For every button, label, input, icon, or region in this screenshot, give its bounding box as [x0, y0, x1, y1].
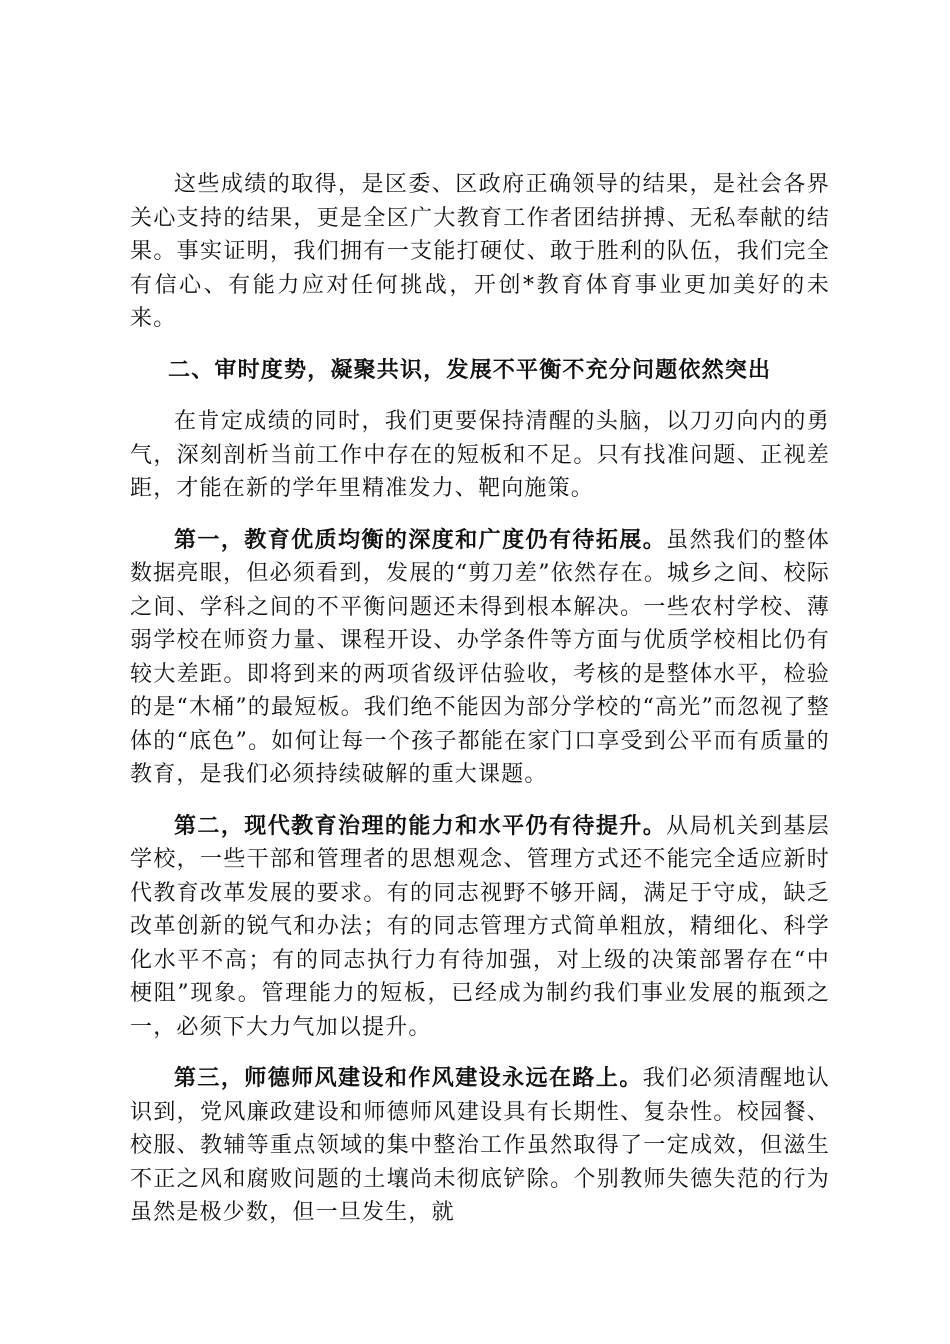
paragraph-third-point [130, 1062, 830, 1230]
first-point-lead: 第一，教育优质均衡的深度和广度仍有待拓展。 [174, 526, 667, 553]
section-heading-2: 二、审时度势，凝聚共识，发展不平衡不充分问题依然突出 [168, 356, 772, 383]
first-point-body: 虽然我们的整体数据亮眼，但必须看到，发展的“剪刀差”依然存在。城乡之间、校际之间、学科之间的不平衡问题还未得到根本解决。一些农村学校、薄弱学校在师资力量、课程开设、办学条件等方面与优质学校相比仍有较大差距。即将到来的两项省级评估验收，考核的是整体水平，检验的是“木桶”的最短板。我们绝不能因为部分学校的“高光”而忽视了整体的“底色”。如何让每一个孩子都能在家门口享受到公平而有质量的教育，是我们必须持续破解的重大课题。 [130, 527, 830, 787]
third-point-lead: 第三，师德师风建设和作风建设永远在路上。 [174, 1065, 643, 1091]
paragraph-second-point [130, 810, 830, 1045]
paragraph-intro: 在肯定成绩的同时，我们更要保持清醒的头脑，以刀刃向内的勇气，深刻剖析当前工作中存在的短板和不足。只有找准问题、正视差距，才能在新的学年里精准发力、靶向施策。 [130, 409, 830, 501]
second-point-lead: 第二，现代教育治理的能力和水平仍有待提升。 [174, 812, 667, 839]
third-point-body: 我们必须清醒地认识到，党风廉政建设和师德师风建设具有长期性、复杂性。校园餐、校服、教辅等重点领域的集中整治工作虽然取得了一定成效，但滋生不正之风和腐败问题的土壤尚未彻底铲除。个别教师失德失范的行为虽然是极少数，但一旦发生，就 [130, 1066, 830, 1225]
paragraph-achievements: 这些成绩的取得，是区委、区政府正确领导的结果，是社会各界关心支持的结果，更是全区广大教育工作者团结拼搏、无私奉献的结果。事实证明，我们拥有一支能打硬仗、敢于胜利的队伍，我们完全有信心、有能力应对任何挑战，开创*教育体育事业更加美好的未来。 [130, 172, 830, 331]
document-body [130, 168, 830, 1248]
paragraph-first-point [130, 524, 830, 792]
second-point-body: 从局机关到基层学校，一些干部和管理者的思想观念、管理方式还不能完全适应新时代教育改革发展的要求。有的同志视野不够开阔，满足于守成，缺乏改革创新的锐气和办法；有的同志管理方式简单粗放，精细化、科学化水平不高；有的同志执行力有待加强，对上级的决策部署存在“中梗阻”现象。管理能力的短板，已经成为制约我们事业发展的瓶颈之一，必须下大力气加以提升。 [130, 813, 830, 1040]
